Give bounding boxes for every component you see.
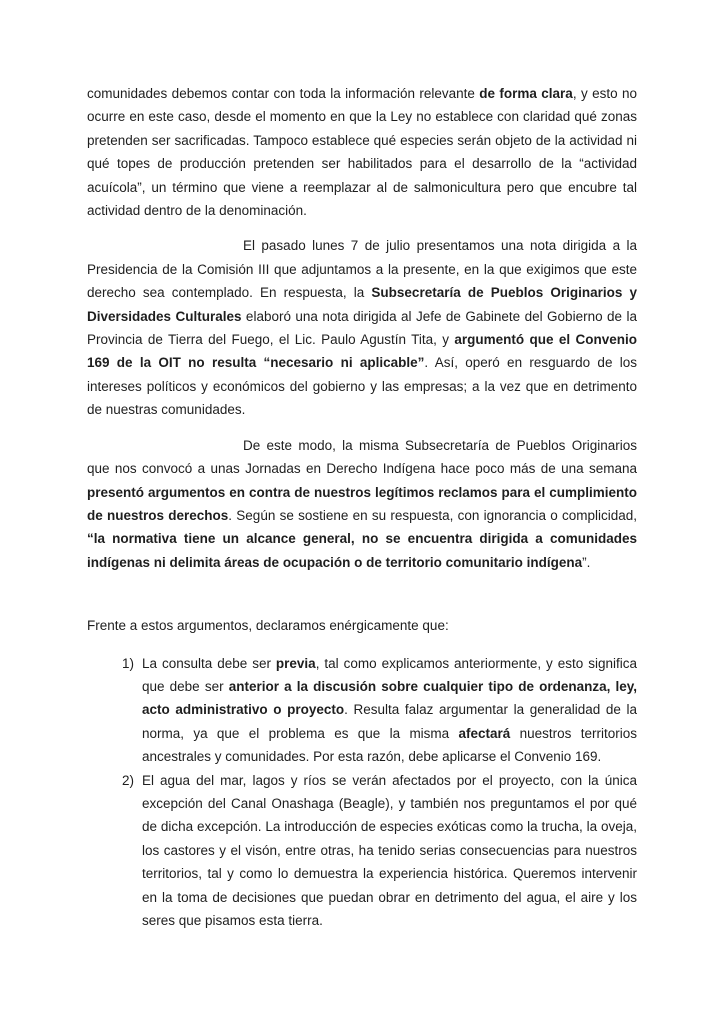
text-run: La consulta debe ser: [142, 655, 276, 671]
list-item-marker: 2): [122, 772, 135, 788]
bold-text-run: “la normativa tiene un alcance general, no se encuentra dirigida a comunidades indígenas ni delimita áreas de ocupación o de territorio comunitario indígena: [87, 531, 637, 570]
bold-text-run: argumentó que el Convenio 169 de la OIT no resulta “necesario ni aplicable”: [87, 332, 637, 371]
bold-text-run: Subsecretaría de Pueblos Originarios y Diversidades Culturales: [87, 285, 638, 324]
list-item-text: [142, 656, 637, 765]
text-run: Frente a estos argumentos, declaramos enérgicamente que:: [87, 618, 449, 634]
text-run: elaboró una nota dirigida al Jefe de Gabinete del Gobierno de la Provincia de Tierra del Fuego, el Lic. Paulo Agustín Tita, y: [87, 308, 637, 348]
list-item: [87, 769, 637, 933]
text-run: El pasado lunes 7 de julio presentamos una nota dirigida a la Presidencia de la Comisión III que adjuntamos a la presente, en la que exigimos que este derecho sea contemplado. En respuesta, la: [87, 238, 637, 301]
text-run: . Así, operó en resguardo de los intereses políticos y económicos del gobierno y las empresas; a la vez que en detrimento de nuestras comunidades.: [87, 355, 637, 418]
bold-text-run: presentó argumentos en contra de nuestros legítimos reclamos para el cumplimiento de nuestros derechos: [87, 484, 637, 523]
paragraph: [87, 234, 637, 421]
list-item: [87, 652, 637, 769]
bold-text-run: afectará: [458, 725, 511, 741]
text-run: , tal como explicamos anteriormente, y esto significa que debe ser: [142, 655, 637, 694]
text-run: De este modo, la misma Subsecretaría de Pueblos Originarios que nos convocó a unas Jornadas en Derecho Indígena hace poco más de una semana: [87, 437, 637, 477]
text-run: ”.: [582, 554, 591, 570]
bold-text-run: anterior a la discusión sobre cualquier tipo de ordenanza, ley, acto administrativo o proyecto: [142, 678, 638, 718]
numbered-list: [87, 652, 637, 933]
text-run: . Según se sostiene en su respuesta, con ignorancia o complicidad,: [228, 507, 638, 523]
bold-text-run: de forma clara: [479, 86, 573, 101]
list-item-text: [142, 773, 637, 928]
paragraph: [87, 434, 637, 574]
text-run: . Resulta falaz argumentar la generalidad de la norma, ya que el problema es que la misma: [142, 702, 638, 741]
document-body: [87, 82, 637, 932]
paragraph: [87, 82, 637, 222]
bold-text-run: previa: [275, 655, 316, 671]
text-run: El agua del mar, lagos y ríos se verán afectados por el proyecto, con la única excepción del Canal Onashaga (Beagle), y también nos preguntamos el por qué de dicha excepción. La introducción de especies exóticas como la trucha, la oveja, los castores y el visón, entre otras, ha tenido serias consecuencias para nuestros territorios, tal y como lo demuestra la experiencia histórica. Queremos intervenir en la toma de decisiones que puedan obrar en detrimento del agua, el aire y los seres que pisamos esta tierra.: [142, 772, 637, 928]
text-run: nuestros territorios ancestrales y comunidades. Por esta razón, debe aplicarse el Convenio 169.: [142, 725, 637, 765]
text-run: comunidades debemos contar con toda la información relevante: [87, 86, 480, 101]
list-item-marker: 1): [122, 655, 135, 671]
text-run: , y esto no ocurre en este caso, desde el momento en que la Ley no establece con claridad qué zonas pretenden ser sacrificadas. Tampoco establece qué especies serán objeto de la actividad ni qué topes de producción pretenden ser habilitados para el desarrollo de la “actividad acuícola”, un término que viene a reemplazar al de salmonicultura pero que encubre tal actividad dentro de la denominación.: [87, 86, 637, 219]
paragraph: [87, 614, 637, 637]
